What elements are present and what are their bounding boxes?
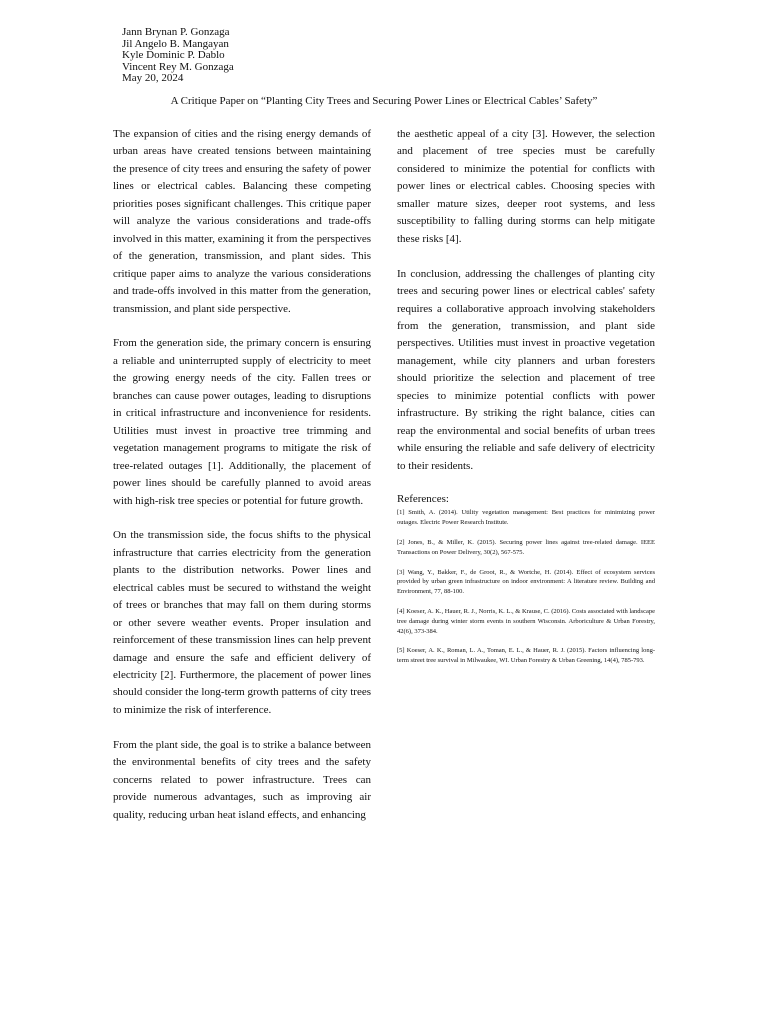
paper-title: A Critique Paper on “Planting City Trees and Securing Power Lines or Electrical Cables’ Safety” [170, 95, 598, 107]
paragraph-intro: The expansion of cities and the rising energy demands of urban areas have created tensions between maintaining the presence of city trees and ensuring the safety of power lines or electrical cables. Balancing these competing priorities poses significant challenges. This critique paper will analyze the various considerations and trade-offs involved in this matter, examining it from the perspectives of the generation, transmission, and plant sides. This critique paper aims to analyze the various considerations and trade-offs involved in this matter from the generation, transmission, and plant side perspective. [113, 128, 371, 315]
date: May 20, 2024 [122, 72, 184, 84]
reference-item: [5] Koeser, A. K., Roman, L. A., Toman, E. L., & Hauer, R. J. (2015). Factors influencing long-term street tree survival in Milwaukee, WI. Urban Forestry & Urban Greening, 14(4), 785-793. [397, 647, 655, 665]
author-name: Jil Angelo B. Mangayan [122, 37, 229, 50]
references-heading: References: [397, 493, 449, 506]
references-section [397, 492, 655, 666]
reference-item: [4] Koeser, A. K., Hauer, R. J., Norris, K. L., & Krause, C. (2016). Costs associated with landscape tree damage during winter storm events in southern Wisconsin. Arboriculture & Urban Forestry, 42(6), 373-384. [397, 608, 655, 635]
author-block [122, 27, 234, 85]
reference-item: [1] Smith, A. (2014). Utility vegetation management: Best practices for minimizing power outages. Electric Power Research Institute. [397, 509, 655, 527]
paragraph-plant: From the plant side, the goal is to strike a balance between the environmental benefits of city trees and the safety concerns related to power infrastructure. Trees can provide numerous advantages, such as improving air quality, reducing urban heat island effects, and enhancing [113, 738, 371, 821]
paragraph-plant-continued: the aesthetic appeal of a city [3]. However, the selection and placement of tree species must be carefully considered to minimize the potential for conflicts with power lines or electrical cables. Choosing species with smaller mature sizes, deeper root systems, and less susceptibility to falling during storms can help mitigate these risks [4]. [397, 128, 655, 245]
paragraph-transmission: On the transmission side, the focus shifts to the physical infrastructure that carries electricity from the generation plants to the distribution networks. Power lines and electrical cables must be secured to withstand the weight of trees or branches that may fall on them during storms or other severe weather events. Proper insulation and reinforcement of these transmission lines can help prevent damage and ensure the safe and efficient delivery of electricity [2]. Furthermore, the placement of power lines should consider the long-term growth patterns of city trees to minimize the risk of interference. [113, 529, 371, 716]
author-name: Vincent Rey M. Gonzaga [122, 60, 234, 73]
right-column [397, 126, 655, 676]
author-name: Jann Brynan P. Gonzaga [122, 26, 230, 38]
left-column [113, 126, 371, 842]
reference-item: [2] Jones, B., & Miller, K. (2015). Securing power lines against tree-related damage. IEEE Transactions on Power Delivery, 30(2), 567-575. [397, 539, 655, 556]
reference-item: [3] Wang, Y., Bakker, F., de Groot, R., & Wortche, H. (2014). Effect of ecosystem services provided by urban green infrastructure on indoor environment: A literature review. Building and Environment, 77, 88-100. [397, 568, 655, 596]
paragraph-conclusion: In conclusion, addressing the challenges of planting city trees and securing power lines or electrical cables' safety requires a collaborative approach involving stakeholders from the generation, transmission, and plant side perspectives. Utilities must invest in proactive vegetation management, while city planners and urban foresters should prioritize the selection and placement of tree species to minimize potential conflicts with power infrastructure. By striking the right balance, cities can reap the environmental and social benefits of urban trees while ensuring the reliable and safe delivery of electricity to their residents. [397, 267, 655, 472]
paragraph-generation: From the generation side, the primary concern is ensuring a reliable and uninterrupted supply of electricity to meet the growing energy needs of the city. Fallen trees or branches can cause power outages, leading to disruptions in critical infrastructure and inconvenience for residents. Utilities must invest in proactive tree trimming and vegetation management programs to mitigate the risk of tree-related outages [1]. Additionally, the placement of power lines should be carefully planned to avoid areas with high-risk tree species or potential for future growth. [113, 337, 371, 507]
author-name: Kyle Dominic P. Dablo [122, 49, 225, 61]
